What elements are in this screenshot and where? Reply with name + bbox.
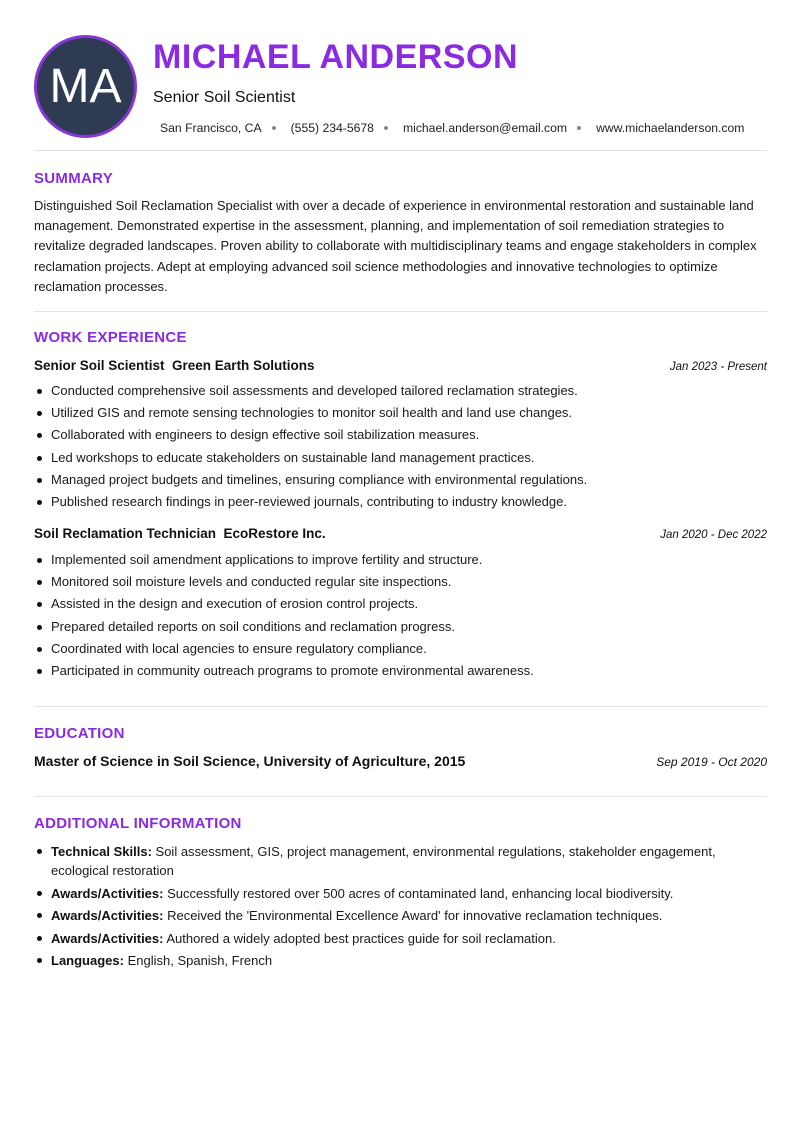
item-label: Awards/Activities:	[51, 885, 164, 901]
item-label: Awards/Activities:	[51, 930, 164, 946]
divider	[34, 311, 767, 312]
item-text: Successfully restored over 500 acres of contaminated land, enhancing local biodiversity.	[163, 885, 674, 901]
separator-dot-icon	[384, 126, 388, 130]
education-degree: Master of Science in Soil Science, University of Agriculture, 2015	[34, 753, 466, 769]
candidate-title: Senior Soil Scientist	[153, 89, 296, 106]
job-bullets	[34, 551, 767, 684]
education-entry	[34, 753, 767, 769]
contact-phone: (555) 234-5678	[290, 121, 374, 135]
candidate-name: MICHAEL ANDERSON	[153, 38, 519, 76]
contact-location: San Francisco, CA	[160, 121, 262, 135]
education-heading: EDUCATION	[34, 725, 125, 742]
job-bullets	[34, 382, 767, 515]
contact-email[interactable]: michael.anderson@email.com	[402, 121, 568, 135]
list-item: Collaborated with engineers to design effective soil stabilization measures.	[34, 426, 767, 448]
job-header	[34, 526, 767, 541]
job-header	[34, 358, 767, 373]
list-item	[34, 842, 767, 880]
job-dates: Jan 2023 - Present	[669, 361, 767, 373]
list-item	[34, 906, 767, 925]
contact-website[interactable]: www.michaelanderson.com	[596, 121, 745, 135]
list-item	[34, 929, 767, 948]
item-label: Languages:	[51, 953, 124, 968]
divider	[34, 796, 767, 797]
divider	[34, 150, 767, 151]
separator-dot-icon	[272, 126, 276, 130]
list-item: Conducted comprehensive soil assessments and developed tailored reclamation strategies.	[34, 382, 767, 404]
job-role: Senior Soil Scientist Green Earth Solutions	[34, 358, 315, 373]
additional-heading: ADDITIONAL INFORMATION	[34, 815, 242, 832]
item-label: Awards/Activities:	[51, 908, 164, 923]
list-item: Published research findings in peer-reviewed journals, contributing to industry knowledge.	[34, 493, 767, 515]
list-item: Assisted in the design and execution of erosion control projects.	[34, 595, 767, 617]
list-item	[34, 884, 767, 903]
item-text: English, Spanish, French	[123, 953, 273, 968]
list-item: Led workshops to educate stakeholders on sustainable land management practices.	[34, 449, 767, 471]
job-dates: Jan 2020 - Dec 2022	[660, 529, 767, 541]
summary-text: Distinguished Soil Reclamation Specialist with over a decade of experience in environmental restoration and sustainable land management. Demonstrated expertise in the assessment, planning, and implementation of soil remediation strategies to revitalize degraded landscapes. Proven ability to collaborate with multidisciplinary teams and engage stakeholders in complex reclamation projects. Adept at employing advanced soil science methodologies and innovative technologies to optimize reclamation processes.	[34, 198, 757, 294]
list-item: Participated in community outreach programs to promote environmental awareness.	[34, 662, 767, 684]
list-item	[34, 951, 767, 970]
contact-line	[160, 121, 744, 135]
list-item: Monitored soil moisture levels and conducted regular site inspections.	[34, 573, 767, 595]
education-dates: Sep 2019 - Oct 2020	[656, 755, 767, 769]
item-label: Technical Skills:	[51, 844, 152, 859]
item-text: Authored a widely adopted best practices guide for soil reclamation.	[163, 930, 556, 946]
list-item: Prepared detailed reports on soil conditions and reclamation progress.	[34, 618, 767, 640]
list-item: Utilized GIS and remote sensing technologies to monitor soil health and land use changes.	[34, 404, 767, 426]
additional-list	[34, 842, 767, 974]
list-item: Implemented soil amendment applications to improve fertility and structure.	[34, 551, 767, 573]
experience-heading: WORK EXPERIENCE	[34, 329, 187, 346]
avatar	[34, 35, 137, 138]
list-item: Managed project budgets and timelines, ensuring compliance with environmental regulations.	[34, 471, 767, 493]
list-item: Coordinated with local agencies to ensure regulatory compliance.	[34, 640, 767, 662]
divider	[34, 706, 767, 707]
item-text: Received the 'Environmental Excellence Award' for innovative reclamation techniques.	[163, 908, 663, 923]
item-text: Soil assessment, GIS, project management, environmental regulations, stakeholder engagement, ecological restoration	[51, 844, 716, 878]
separator-dot-icon	[577, 126, 581, 130]
summary-heading: SUMMARY	[34, 170, 114, 187]
avatar-initials: MA	[49, 60, 122, 113]
job-role: Soil Reclamation Technician EcoRestore Inc.	[34, 526, 326, 541]
